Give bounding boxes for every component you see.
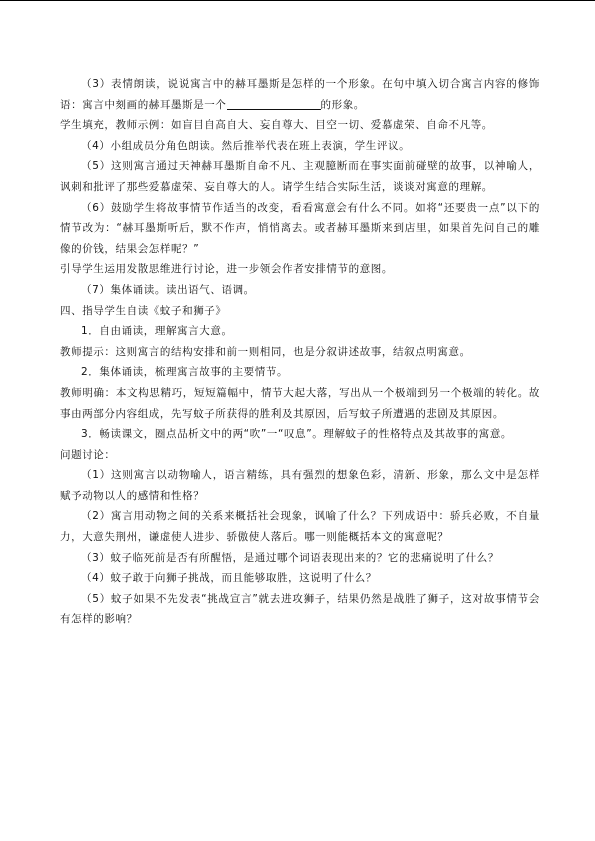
- question-5: （5）蚊子如果不先发表“挑战宣言”就去进攻狮子，结果仍然是战胜了狮子，这对故事情节会有怎样的影响？: [60, 592, 540, 626]
- question-3: （3）蚊子临死前是否有所醒悟，是通过哪个词语表现出来的？它的悲痛说明了什么？: [81, 551, 499, 564]
- question-2: （2）寓言用动物之间的关系来概括社会现象，讽喻了什么？下列成语中：骄兵必败，不自量力，大意失荆州，谦虚使人进步、骄傲使人落后。哪一则能概括本文的寓意呢？: [60, 510, 540, 544]
- paragraph-close-reading: 3．畅读课文，圈点品析文中的两“吹”一“叹息”。理解蚊子的性格特点及其故事的寓意。: [81, 428, 513, 441]
- question-1: （1）这则寓言以动物喻人，语言精练，具有强烈的想象色彩，清新、形象，那么文中是怎样赋予动物以人的感情和性格？: [60, 469, 540, 502]
- paragraph-plot-change: （6）鼓励学生将故事情节作适当的改变，看看寓意会有什么不同。如将“还要贵一点”以下的情节改为：“赫耳墨斯听后，默不作声，悄悄离去。或者赫耳墨斯来到店里，如果首先问自己的雕像的价钱，结果会怎样呢？”: [60, 201, 540, 255]
- question-4: （4）蚊子敢于向狮子挑战，而且能够取胜，这说明了什么？: [81, 572, 377, 585]
- paragraph-student-fill: 学生填充，教师示例：如盲目自高自大、妄自尊大、目空一切、爱慕虚荣、自命不凡等。: [60, 119, 493, 132]
- section-heading-4: 四、指导学生自读《蚊子和狮子》: [60, 304, 227, 317]
- paragraph-teacher-hint: 教师提示：这则寓言的结构安排和前一则相同，也是分叙讲述故事，结叙点明寓意。: [60, 345, 471, 358]
- paragraph-text: （3）表情朗读，说说寓言中的赫耳墨斯是怎样的一个形象。在句中填入切合寓言内容的修饰语：寓言中刻画的赫耳墨斯是一个: [60, 78, 540, 111]
- fill-in-blank: [227, 97, 321, 110]
- paragraph-moral-discussion: （5）这则寓言通过天神赫耳墨斯自命不凡、主观臆断而在事实面前碰壁的故事，以神喻人，讽刺和批评了那些爱慕虚荣、妄自尊大的人。请学生结合实际生活，谈谈对寓意的理解。: [60, 160, 540, 193]
- paragraph-text-after-blank: 的形象。: [320, 98, 365, 111]
- header-rule: [0, 0, 595, 1]
- paragraph-free-reading: 1．自由诵读，理解寓言大意。: [81, 325, 233, 338]
- paragraph-discussion-label: 问题讨论：: [60, 448, 116, 461]
- document-body: [60, 74, 540, 630]
- paragraph-group-reading: （4）小组成员分角色朗读。然后推举代表在班上表演，学生评议。: [81, 139, 411, 152]
- paragraph-teacher-clarify: 教师明确：本文构思精巧，短短篇幅中，情节大起大落，写出从一个极端到另一个极端的转化。故事由两部分内容组成，先写蚊子所获得的胜利及其原因，后写蚊子所遭遇的悲剧及其原因。: [60, 386, 540, 420]
- paragraph-3-expression-reading: [60, 74, 540, 115]
- paragraph-plot-outline: 2．集体诵读，梳理寓言故事的主要情节。: [81, 366, 289, 379]
- paragraph-collective-reading: （7）集体诵读。读出语气、语调。: [81, 283, 255, 296]
- paragraph-divergent-thinking: 引导学生运用发散思维进行讨论，进一步领会作者安排情节的意图。: [60, 263, 393, 276]
